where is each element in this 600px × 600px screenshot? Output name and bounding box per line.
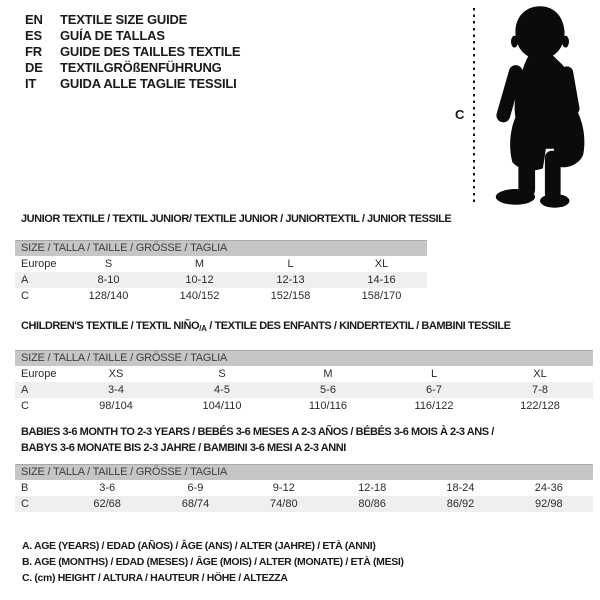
table-title: JUNIOR TEXTILE / TEXTIL JUNIOR/ TEXTILE JUNIOR / JUNIORTEXTIL / JUNIOR TESSILE xyxy=(21,213,452,225)
measure-c-label: C xyxy=(455,107,465,122)
age-cell: 12-13 xyxy=(276,274,305,286)
age-cell: 6-9 xyxy=(187,482,204,494)
row-label: C xyxy=(21,498,29,510)
legend-notes xyxy=(22,538,404,586)
size-table-children xyxy=(15,319,593,414)
row-label: C xyxy=(21,290,29,302)
height-cell: 80/86 xyxy=(358,498,386,510)
size-cell: M xyxy=(194,258,205,270)
language-label: TEXTILE SIZE GUIDE xyxy=(60,12,188,27)
row-label: C xyxy=(21,400,29,412)
height-dashed-line xyxy=(473,8,475,206)
language-row-en xyxy=(25,12,240,28)
size-cell: XL xyxy=(533,368,547,380)
size-cell: S xyxy=(104,258,113,270)
note-age-months: B. AGE (MONTHS) / EDAD (MESES) / ÂGE (MOIS) / ALTER (MONATE) / ETÀ (MESI) xyxy=(22,556,404,568)
height-cell: 68/74 xyxy=(181,498,210,510)
size-table-junior xyxy=(15,212,452,304)
height-cell: 110/116 xyxy=(308,400,348,412)
age-cell: 6-7 xyxy=(426,384,442,396)
baby-silhouette-icon xyxy=(483,3,596,210)
note-age-years: A. AGE (YEARS) / EDAD (AÑOS) / ÂGE (ANS) / ALTER (JAHRE) / ETÀ (ANNI) xyxy=(22,540,376,552)
size-cell: L xyxy=(430,368,438,380)
size-header-bar: SIZE / TALLA / TAILLE / GRÖSSE / TAGLIA xyxy=(15,464,593,480)
size-cell: M xyxy=(323,368,333,380)
table-row xyxy=(15,496,593,512)
height-cell: 158/170 xyxy=(361,290,402,302)
age-cell: 3-6 xyxy=(99,482,116,494)
height-cell: 122/128 xyxy=(520,400,560,412)
age-cell: 12-18 xyxy=(358,482,387,494)
table-row xyxy=(15,272,427,288)
size-table-babies xyxy=(15,424,593,512)
size-header-bar: SIZE / TALLA / TAILLE / GRÖSSE / TAGLIA xyxy=(15,240,427,256)
language-code: EN xyxy=(25,12,43,27)
age-cell: 7-8 xyxy=(532,384,548,396)
height-cell: 104/110 xyxy=(202,400,242,412)
height-cell: 98/104 xyxy=(99,400,133,412)
table-row xyxy=(15,480,593,496)
language-row-fr xyxy=(25,44,240,60)
language-list xyxy=(25,12,240,92)
age-cell: 8-10 xyxy=(97,274,120,286)
table-title xyxy=(21,424,593,456)
subscript: /A xyxy=(199,324,207,333)
row-label: B xyxy=(21,482,29,494)
language-row-it xyxy=(25,76,240,92)
table-row xyxy=(15,382,593,398)
language-label: GUIDE DES TAILLES TEXTILE xyxy=(60,44,241,59)
size-cell: L xyxy=(287,258,294,270)
table-row xyxy=(15,366,593,382)
height-cell: 62/68 xyxy=(93,498,121,510)
age-cell: 3-4 xyxy=(108,384,124,396)
table-row xyxy=(15,256,427,272)
age-cell: 4-5 xyxy=(214,384,230,396)
row-label: Europe xyxy=(21,368,57,380)
height-cell: 128/140 xyxy=(88,290,129,302)
table-title-line2: BABYS 3-6 MONATE BIS 2-3 JAHRE / BAMBINI 3-6 MESI A 2-3 ANNI xyxy=(21,442,346,454)
height-cell: 86/92 xyxy=(446,498,475,510)
language-row-es xyxy=(25,28,240,44)
row-label: Europe xyxy=(21,258,57,270)
height-cell: 116/122 xyxy=(414,400,454,412)
language-label: GUÍA DE TALLAS xyxy=(60,28,165,43)
table-title: CHILDREN'S TEXTILE / TEXTIL $NIÑO_{/A}$ / TEXTILE DES ENFANTS / KINDERTEXTIL / BAMBINI TESSILE xyxy=(21,320,511,333)
language-label: TEXTILGRÖßENFÜHRUNG xyxy=(60,60,222,75)
age-cell: 24-36 xyxy=(534,482,563,494)
size-cell: S xyxy=(218,368,226,380)
table-row xyxy=(15,288,427,304)
height-cell: 92/98 xyxy=(535,498,563,510)
size-cell: XS xyxy=(108,368,124,380)
size-cell: XL xyxy=(374,258,389,270)
height-cell: 74/80 xyxy=(270,498,298,510)
language-code: ES xyxy=(25,28,42,43)
language-code: FR xyxy=(25,44,42,59)
language-code: IT xyxy=(25,76,37,91)
language-row-de xyxy=(25,60,240,76)
age-cell: 18-24 xyxy=(446,482,475,494)
height-cell: 152/158 xyxy=(270,290,311,302)
height-cell: 140/152 xyxy=(179,290,220,302)
age-cell: 10-12 xyxy=(185,274,214,286)
language-code: DE xyxy=(25,60,43,75)
note-height-cm: C. (cm) HEIGHT / ALTURA / HAUTEUR / HÖHE / ALTEZZA xyxy=(22,572,288,584)
age-cell: 14-16 xyxy=(367,274,396,286)
row-label: A xyxy=(21,384,29,396)
row-label: A xyxy=(21,274,29,286)
age-cell: 9-12 xyxy=(272,482,295,494)
table-title-line1: BABIES 3-6 MONTH TO 2-3 YEARS / BEBÉS 3-6 MESES A 2-3 AÑOS / BÉBÉS 3-6 MOIS À 2-3 ANS / xyxy=(21,426,494,438)
table-row xyxy=(15,398,593,414)
language-label: GUIDA ALLE TAGLIE TESSILI xyxy=(60,76,237,91)
age-cell: 5-6 xyxy=(320,384,336,396)
size-header-bar: SIZE / TALLA / TAILLE / GRÖSSE / TAGLIA xyxy=(15,350,593,366)
